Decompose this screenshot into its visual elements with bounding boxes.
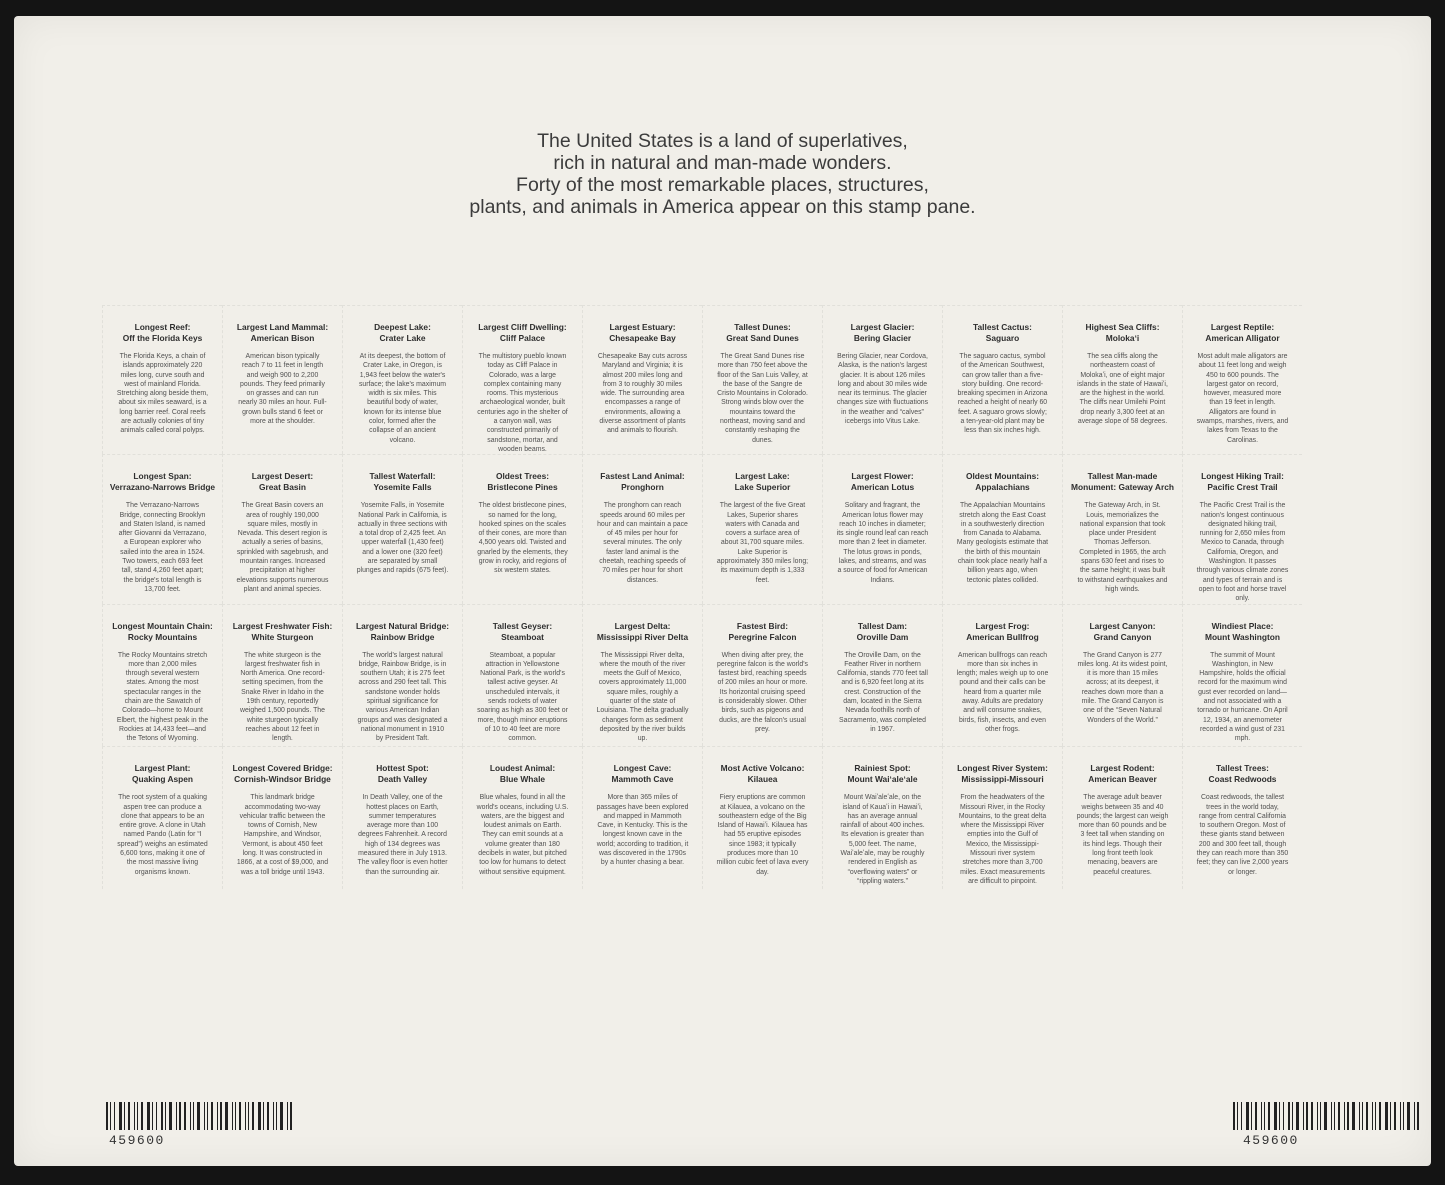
stamp-title-line: Largest Glacier: [850,322,915,332]
stamp-cell [222,305,342,454]
barcode-bar [1292,1102,1293,1130]
stamp-description: The average adult beaver weighs between 35 and 40 pounds; the largest can weigh more than 60 pounds and be 3 feet tall when standing on its hind legs. Though their long front teeth look menacing, beavers are peaceful creatures. [1076,794,1169,876]
stamp-title-line: Monument: Gateway Arch [1071,482,1174,493]
barcode-bar [1394,1102,1396,1130]
barcode-bar [239,1102,241,1130]
stamp-description: The world's largest natural bridge, Rainbow Bridge, is in southern Utah; it is 275 feet across and 290 feet tall. This sandstone wonder holds spiritual significance for various American Indian groups and was designated a national monument in 1910 by President Taft. [357,651,448,743]
stamp-description: Steamboat, a popular attraction in Yellowstone National Park, is the world's tallest active geyser. At unscheduled intervals, it sends rockets of water soaring as high as 300 feet or more, though minor eruptions of 10 to 40 feet are more common. [477,651,568,743]
barcode-bar [197,1102,200,1130]
stamp-title-line: Tallest Cactus: [973,322,1032,332]
barcode-bar [207,1102,208,1130]
stamp-title [229,621,336,643]
barcode-bar [156,1102,157,1130]
stamp-cell [702,454,822,603]
barcode-bar [276,1102,277,1130]
barcode-bar [1261,1102,1262,1130]
stamp-title-line: Largest Canyon: [1089,620,1156,631]
stamp-title [589,621,696,643]
barcode-bar [1251,1102,1252,1130]
barcode-bar [1320,1102,1321,1130]
stamp-title-line: Largest Lake: [735,471,790,482]
barcode-bar [1237,1102,1238,1130]
stamp-cell [342,305,462,454]
barcode-bar [225,1102,228,1130]
stamp-description: The Appalachian Mountains stretch along the East Coast in a southwesterly direction from Canada to Alabama. Many geologists estimate that the birth of this mountain chain took place nearly half a billion years ago, when tectonic plates collided. [956,502,1049,584]
barcode-bar [290,1102,292,1130]
stamp-title-line: American Bison [250,333,315,343]
stamp-title [1069,322,1176,344]
barcode-bar [1344,1102,1345,1130]
stamp-title [229,322,336,344]
stamp-title-line: Great Basin [258,482,306,493]
barcode-bar [110,1102,111,1130]
intro-line: plants, and animals in America appear on this stamp pane. [469,196,976,218]
stamp-title-line: Bristlecone Pines [487,482,558,493]
stamp-cell [462,305,582,454]
stamp-title-line: American Bullfrog [966,631,1039,642]
barcode-bar [1362,1102,1363,1130]
stamp-title [349,322,456,344]
barcode-bar [1417,1102,1419,1130]
stamp-description: Fiery eruptions are common at Kilauea, a volcano on the southeastern edge of the Big Island of Hawaiʻi. Kilauea has had 55 eruptive episodes since 1983; it typically produces more than 10 million cubic feet of lava every day. [716,794,809,876]
barcode-bar [248,1102,249,1130]
stamp-title [1189,471,1296,493]
stamp-title-line: Tallest Dunes: [734,322,791,332]
stamp-title-line: Cornish-Windsor Bridge [234,774,331,785]
barcode-bar [1255,1102,1257,1130]
stamp-description: The Florida Keys, a chain of islands approximately 220 miles long, curve south and west of mainland Florida. Stretching along beside them, about six miles seaward, is a long barrier reef. Coral reefs are actually colonies of tiny animals called coral polyps. [116,353,209,435]
stamp-title-line: Longest Span: [133,471,192,482]
barcode-bar [114,1102,115,1130]
barcode-bar [220,1102,222,1130]
barcode-bar [245,1102,246,1130]
stamp-description: The pronghorn can reach speeds around 60 miles per hour and can maintain a pace of 45 miles per hour for several minutes. The only faster land animal is the cheetah, reaching speeds of 70 miles per hour for short distances. [597,502,688,584]
stamp-description: Coast redwoods, the tallest trees in the world today, range from central California to southern Oregon. Most of these giants stand between 200 and 300 feet tall, though they can reach more than 350 feet; they can live 2,000 years or longer. [1196,794,1289,876]
barcode-bar [1317,1102,1318,1130]
stamp-title-line: Peregrine Falcon [728,631,797,642]
stamp-title-line: Largest Land Mammal: [236,322,329,332]
stamp-cell [822,305,942,454]
barcode-bar [184,1102,186,1130]
barcode-bar [1311,1102,1313,1130]
stamp-title-line: Tallest Waterfall: [369,471,436,482]
stamp-description: The saguaro cactus, symbol of the American Southwest, can grow taller than a five-story building. One record-breaking specimen in Arizona reached a height of nearly 60 feet. A saguaro grows slowly; a ten-year-old plant may be less than six inches high. [957,353,1048,435]
barcode-bar [263,1102,264,1130]
barcode-bar [287,1102,288,1130]
stamp-cell [222,454,342,603]
barcode-bar [190,1102,191,1130]
stamp-title-line: Death Valley [377,774,428,785]
stamp-cell [102,746,222,889]
stamp-text-grid [102,305,1302,889]
stamp-cell [102,454,222,603]
barcode-bar [124,1102,125,1130]
barcode-bar [1372,1102,1373,1130]
stamp-description: The white sturgeon is the largest freshwater fish in North America. One record-setting specimen, from the Snake River in Idaho in the 19th century, reportedly weighed 1,500 pounds. The white sturgeon typically reaches about 12 feet in length. [240,651,325,743]
stamp-title-line: Windiest Place: [1211,620,1274,631]
stamp-description: The Great Sand Dunes rise more than 750 feet above the floor of the San Luis Valley, at the base of the Sangre de Cristo Mountains in Colorado. Strong winds blow over the mountains toward the northeast, moving sand and constantly reshaping the dunes. [717,353,808,444]
stamp-title [949,763,1056,785]
barcode-bar [1366,1102,1368,1130]
barcode-bar [119,1102,122,1130]
barcode-bar [1241,1102,1242,1130]
stamp-description: Chesapeake Bay cuts across Maryland and Virginia; it is almost 200 miles long and from 3 to roughly 30 miles wide. The surrounding area encompasses a range of environments, allowing a diverse assortment of plants and animals to flourish. [597,353,688,435]
stamp-cell [1062,604,1182,747]
stamp-title-line: Coast Redwoods [1208,774,1277,785]
barcode-bar [1390,1102,1391,1130]
barcode-bar [280,1102,283,1130]
stamp-title-line: Largest Frog: [975,620,1030,631]
stamp-title [589,471,696,493]
stamp-title-line: Mississippi River Delta [596,631,689,642]
stamp-title-line: Longest River System: [957,763,1048,774]
stamp-title-line: Largest Natural Bridge: [355,620,450,631]
barcode-bar [1331,1102,1332,1130]
barcode-bar [1283,1102,1284,1130]
stamp-title-line: Mammoth Cave [611,774,674,785]
intro-text [14,130,1431,218]
stamp-title-line: Blue Whale [499,774,546,785]
stamp-description: The Great Basin covers an area of roughly 190,000 square miles, mostly in Nevada. This desert region is actually a series of basins, sprinkled with sagebrush, and mountain ranges. Increased precipitation at higher elevations supports numerous plant and animal species. [236,502,329,593]
barcode-bar [232,1102,233,1130]
stamp-description: Bering Glacier, near Cordova, Alaska, is the nation's largest glacier. It is about 126 miles long and about 30 miles wide near its terminus. The glacier changes size with fluctuations in the weather and “calves” icebergs into Vitus Lake. [836,353,929,426]
stamp-cell [822,746,942,889]
stamp-title-line: Longest Mountain Chain: [112,620,213,631]
stamp-title [589,322,696,344]
stamp-title [349,763,456,785]
stamp-cell [102,305,222,454]
stamp-title [709,621,816,643]
stamp-description: The sea cliffs along the northeastern coast of Molokaʻi, one of eight major islands in the state of Hawaiʻi, are the highest in the world. The cliffs near Umilehi Point drop nearly 3,300 feet at an average slope of 58 degrees. [1077,353,1168,426]
stamp-title-line: Crater Lake [379,333,426,343]
stamp-title-line: Rainiest Spot: [854,763,911,774]
stamp-title-line: Steamboat [501,631,544,642]
stamp-cell [582,305,702,454]
stamp-title-line: Tallest Geyser: [492,620,553,631]
barcode-bar [204,1102,205,1130]
stamp-title [1069,763,1176,785]
stamp-title-line: American Alligator [1205,333,1280,343]
stamp-cell [1062,454,1182,603]
stamp-title [469,471,576,493]
stamp-title [829,471,936,493]
stamp-title-line: Deepest Lake: [374,322,431,332]
barcode-bar [1246,1102,1249,1130]
stamp-title-line: Largest Plant: [134,763,191,774]
stamp-description: The Verrazano-Narrows Bridge, connecting Brooklyn and Staten Island, is named after Giovanni da Verrazano, a European explorer who sailed into the area in 1524. Two towers, each 693 feet tall, stand 4,260 feet apart; the bridge's total length is 13,700 feet. [118,502,207,593]
stamp-title [469,621,576,643]
stamp-title [589,763,696,785]
barcode-bar [176,1102,177,1130]
stamp-cell [462,746,582,889]
barcode-bar [152,1102,153,1130]
stamp-title-line: Longest Cave: [613,763,672,774]
stamp-description: At its deepest, the bottom of Crater Lake, in Oregon, is 1,943 feet below the water's surface; the lake's maximum width is six miles. This beautiful body of water, known for its intense blue color, formed after the collapse of an ancient volcano. [358,353,447,444]
stamp-cell [1182,305,1302,454]
stamp-title [1069,621,1176,643]
barcode-bar [1359,1102,1360,1130]
barcode-bar [1303,1102,1304,1130]
stamp-title-line: Largest Cliff Dwelling: [478,322,567,332]
stamp-description: The Mississippi River delta, where the mouth of the river meets the Gulf of Mexico, covers approximately 11,000 square miles, roughly a quarter of the state of Louisiana. The delta gradually changes form as sediment deposited by the river builds up. [596,651,689,743]
stamp-description: The Oroville Dam, on the Feather River in northern California, stands 770 feet tall and is 6,920 feet long at its crest. Construction of the dam, located in the Sierra Nevada foothills north of Sacramento, was completed in 1967. [837,651,928,733]
barcode-bar [147,1102,150,1130]
stamp-cell [942,604,1062,747]
stamp-title [469,322,576,344]
barcode-bar [1338,1102,1340,1130]
barcode-bar [1288,1102,1290,1130]
stamp-description: The Rocky Mountains stretch more than 2,000 miles through several western states. Among the most spectacular ranges in the chain are the Sawatch of Colorado—home to Mount Elbert, the highest peak in the Rockies at 14,433 feet—and the Tetons of Wyoming. [116,651,209,743]
stamp-title-line: Quaking Aspen [131,774,194,785]
stamp-title-line: Hottest Spot: [376,763,429,774]
stamp-title-line: Longest Hiking Trail: [1201,471,1284,482]
stamp-cell [1062,305,1182,454]
stamp-title-line: Rocky Mountains [127,631,198,642]
stamp-title-line: Kilauea [747,774,778,785]
stamp-description: The Grand Canyon is 277 miles long. At its widest point, it is more than 15 miles across; at its deepest, it reaches down more than a mile. The Grand Canyon is one of the “Seven Natural Wonders of the World.” [1077,651,1168,724]
barcode-bar [1334,1102,1335,1130]
barcode-bar [193,1102,194,1130]
barcode-number-left: 459600 [109,1133,165,1148]
barcode-bar [1264,1102,1265,1130]
barcode-bar [137,1102,138,1130]
stamp-title-line: Largest Freshwater Fish: [232,620,333,631]
barcode-bar [1407,1102,1410,1130]
barcode-bar [211,1102,213,1130]
stamp-cell [342,454,462,603]
stamp-title-line: Longest Reef: [134,322,191,332]
stamp-cell [942,454,1062,603]
stamp-title [469,763,576,785]
stamp-title [949,471,1056,493]
stamp-title-line: Chesapeake Bay [609,333,676,343]
barcode-bar [235,1102,236,1130]
barcode-bar [1306,1102,1308,1130]
stamp-title-line: Fastest Bird: [736,620,789,631]
stamp-cell [942,746,1062,889]
stamp-title-line: Appalachians [975,482,1030,493]
barcode-left [106,1102,294,1130]
barcode-bar [1279,1102,1280,1130]
stamp-description: The multistory pueblo known today as Cliff Palace in Colorado, was a large complex containing many rooms. This mysterious archaeological wonder, built centuries ago in the shelter of a canyon wall, was constructed primarily of sandstone, mortar, and wooden beams. [477,353,568,453]
stamp-title [709,763,816,785]
stamp-title-line: Highest Sea Cliffs: [1085,322,1160,332]
stamp-title [709,322,816,344]
barcode-bar [141,1102,143,1130]
stamp-title-line: Off the Florida Keys [122,333,203,343]
stamp-title [949,621,1056,643]
stamp-title-line: Lake Superior [734,482,791,493]
stamp-description: This landmark bridge accommodating two-way vehicular traffic between the towns of Cornish, New Hampshire, and Windsor, Vermont, is about 450 feet long. It was constructed in 1866, at a cost of $9,000, and was a toll bridge until 1943. [236,794,329,876]
stamp-cell [102,604,222,747]
stamp-description: The Pacific Crest Trail is the nation's longest continuous designated hiking trail, running for 2,650 miles from Mexico to Canada, through California, Oregon, and Washington. It passes through various climate zones and types of terrain and is open to foot and horse travel only. [1196,502,1289,603]
stamp-title-line: Largest Delta: [614,620,671,631]
barcode-bar [165,1102,166,1130]
stamp-title [1189,763,1296,785]
stamp-pane-back [14,16,1431,1166]
stamp-cell [702,604,822,747]
stamp-title-line: Largest Estuary: [609,322,676,332]
barcode-bar [1385,1102,1388,1130]
stamp-description: The largest of the five Great Lakes, Superior shares waters with Canada and covers a surface area of about 31,700 square miles. Lake Superior is approximately 350 miles long; its maximum depth is 1,333 feet. [716,502,809,584]
stamp-title-line: Longest Covered Bridge: [232,763,333,774]
barcode-bar [252,1102,254,1130]
stamp-title [829,763,936,785]
stamp-cell [342,604,462,747]
stamp-title [709,471,816,493]
stamp-title-line: Mississippi-Missouri [961,774,1044,785]
stamp-title [229,763,336,785]
stamp-cell [342,746,462,889]
stamp-title-line: Largest Flower: [851,471,914,482]
barcode-bar [273,1102,274,1130]
stamp-cell [942,305,1062,454]
stamp-title-line: Pacific Crest Trail [1207,482,1278,493]
stamp-title-line: Tallest Dam: [857,620,908,631]
barcode-bar [1352,1102,1355,1130]
stamp-title-line: Oldest Mountains: [965,471,1040,482]
stamp-cell [1182,454,1302,603]
stamp-description: The oldest bristlecone pines, so named for the long, hooked spines on the scales of their cones, are more than 4,500 years old. Twisted and gnarled by the elements, they grow in rocky, arid regions of six western states. [477,502,568,575]
barcode-bar [106,1102,108,1130]
stamp-title [349,471,456,493]
stamp-description: Mount Waiʻaleʻale, on the island of Kauaʻi in Hawaiʻi, has an average annual rainfall of about 400 inches. Its elevation is greater than 5,000 feet. The name, Waiʻaleʻale, may be roughly rendered in English as “overflowing waters” or “rippling waters.” [840,794,925,885]
barcode-bar [169,1102,172,1130]
intro-line: The United States is a land of superlatives, [537,130,908,152]
stamp-title-line: Tallest Trees: [1216,763,1269,774]
stamp-title [349,621,456,643]
stamp-title-line: Fastest Land Animal: [600,471,685,482]
barcode-bar [134,1102,135,1130]
stamp-title-line: Loudest Animal: [489,763,556,774]
barcode-bar [1403,1102,1404,1130]
stamp-description: From the headwaters of the Missouri River, in the Rocky Mountains, to the great delta where the Mississippi River empties into the Gulf of Mexico, the Mississippi-Missouri river system stretches more than 3,700 miles. Exact measurements are difficult to pinpoint. [958,794,1047,885]
stamp-cell [1182,746,1302,889]
stamp-title-line: Saguaro [985,333,1020,343]
stamp-title-line: Pronghorn [621,482,664,493]
stamp-cell [1062,746,1182,889]
stamp-cell [582,746,702,889]
stamp-cell [1182,604,1302,747]
stamp-title-line: Molokaʻi [1105,333,1140,343]
stamp-description: Yosemite Falls, in Yosemite National Park in California, is actually in three sections with a total drop of 2,425 feet. An upper waterfall (1,430 feet) and a lower one (320 feet) are separated by small plunges and rapids (675 feet). [356,502,449,575]
intro-line: Forty of the most remarkable places, structures, [516,174,929,196]
stamp-title-line: Oroville Dam [856,631,909,642]
stamp-title-line: Most Active Volcano: [720,763,805,774]
stamp-description: American bullfrogs can reach more than six inches in length; males weigh up to one pound and their calls can be heard from a quarter mile away. Adults are predatory and will consume snakes, birds, fish, insects, and even other frogs. [956,651,1049,733]
stamp-title [109,471,216,493]
stamp-cell [702,305,822,454]
stamp-title [109,763,216,785]
stamp-title-line: Oldest Trees: [495,471,550,482]
stamp-title-line: American Beaver [1088,774,1157,785]
stamp-title-line: Largest Desert: [251,471,314,482]
stamp-title [1189,322,1296,344]
stamp-title-line: American Lotus [850,482,915,493]
stamp-description: In Death Valley, one of the hottest places on Earth, summer temperatures average more than 100 degrees Fahrenheit. A record high of 134 degrees was measured there in July 1913. The valley floor is even hotter than the surrounding air. [357,794,448,876]
stamp-title-line: Rainbow Bridge [370,631,435,642]
barcode-bar [1233,1102,1235,1130]
stamp-cell [582,604,702,747]
stamp-title [229,471,336,493]
stamp-title [1069,471,1176,493]
barcode-bar [179,1102,181,1130]
stamp-description: The Gateway Arch, in St. Louis, memorializes the national expansion that took place under President Thomas Jefferson. Completed in 1965, the arch spans 630 feet and rises to the same height; it was built to withstand earthquakes and high winds. [1077,502,1168,593]
barcode-bar [1274,1102,1277,1130]
stamp-cell [822,454,942,603]
stamp-description: Solitary and fragrant, the American lotus flower may reach 10 inches in diameter; its single round leaf can reach more than 2 feet in diameter. The lotus grows in ponds, lakes, and streams, and was a source of food for American Indians. [836,502,929,584]
stamp-title [109,621,216,643]
stamp-title-line: Grand Canyon [1093,631,1152,642]
barcode-number-right: 459600 [1243,1133,1299,1148]
stamp-cell [822,604,942,747]
stamp-description: When diving after prey, the peregrine falcon is the world's fastest bird, reaching speeds of 200 miles an hour or more. Its horizontal cruising speed is considerably slower. Other birds, such as pigeons and ducks, are the falcon's usual prey. [717,651,808,733]
stamp-title-line: Tallest Man-made [1087,471,1158,482]
stamp-cell [462,454,582,603]
stamp-cell [222,604,342,747]
barcode-bar [1324,1102,1327,1130]
stamp-title [1189,621,1296,643]
stamp-title-line: Cliff Palace [499,333,546,343]
stamp-title [109,322,216,344]
stamp-cell [702,746,822,889]
stamp-title-line: Verrazano-Narrows Bridge [109,482,216,493]
stamp-title-line: Largest Reptile: [1210,322,1275,332]
barcode-bar [1375,1102,1376,1130]
stamp-title-line: Great Sand Dunes [726,333,799,343]
barcode-bar [128,1102,130,1130]
stamp-title [949,322,1056,344]
barcode-bar [1414,1102,1415,1130]
barcode-bar [258,1102,261,1130]
stamp-cell [222,746,342,889]
stamp-description: The root system of a quaking aspen tree can produce a clone that appears to be an entire grove. A clone in Utah named Pando (Latin for “I spread”) weighs an estimated 6,600 tons, making it one of the most massive living organisms known. [117,794,208,876]
stamp-description: The summit of Mount Washington, in New Hampshire, holds the official record for the maximum wind gust ever recorded on land—and not associated with a tornado or hurricane. On April 12, 1934, an anemometer recorded a wind gust of 231 mph. [1197,651,1288,743]
stamp-description: Most adult male alligators are about 11 feet long and weigh 450 to 600 pounds. The largest gator on record, however, measured more than 19 feet in length. Alligators are found in swamps, marshes, rivers, and lakes from Texas to the Carolinas. [1196,353,1289,444]
stamp-description: American bison typically reach 7 to 11 feet in length and weigh 900 to 2,200 pounds. They feed primarily on grasses and can run nearly 30 miles an hour. Full-grown bulls stand 6 feet or more at the shoulder. [238,353,327,426]
stamp-description: More than 365 miles of passages have been explored and mapped in Mammoth Cave, in Kentucky. This is the longest known cave in the world; according to tradition, it was discovered in the 1790s by a hunter chasing a bear. [596,794,689,867]
barcode-bar [267,1102,269,1130]
barcode-right [1233,1102,1421,1130]
stamp-title-line: Largest Rodent: [1090,763,1155,774]
stamp-title-line: Yosemite Falls [373,482,432,493]
stamp-title [829,322,936,344]
stamp-title [829,621,936,643]
barcode-bar [1400,1102,1401,1130]
barcode-bar [1379,1102,1381,1130]
intro-line: rich in natural and man-made wonders. [553,152,892,174]
stamp-cell [462,604,582,747]
barcode-bar [217,1102,218,1130]
barcode-bar [1268,1102,1270,1130]
stamp-title-line: White Sturgeon [251,631,314,642]
stamp-description: Blue whales, found in all the world's oceans, including U.S. waters, are the biggest and loudest animals on Earth. They can emit sounds at a volume greater than 180 decibels in water, but pitched too low for humans to detect without sensitive equipment. [476,794,569,876]
barcode-bar [1296,1102,1299,1130]
stamp-cell [582,454,702,603]
stamp-title-line: Mount Washington [1204,631,1281,642]
stamp-title-line: Bering Glacier [853,333,912,343]
stamp-title-line: Mount Waiʻaleʻale [847,774,918,785]
barcode-bar [161,1102,163,1130]
barcode-bar [1347,1102,1349,1130]
